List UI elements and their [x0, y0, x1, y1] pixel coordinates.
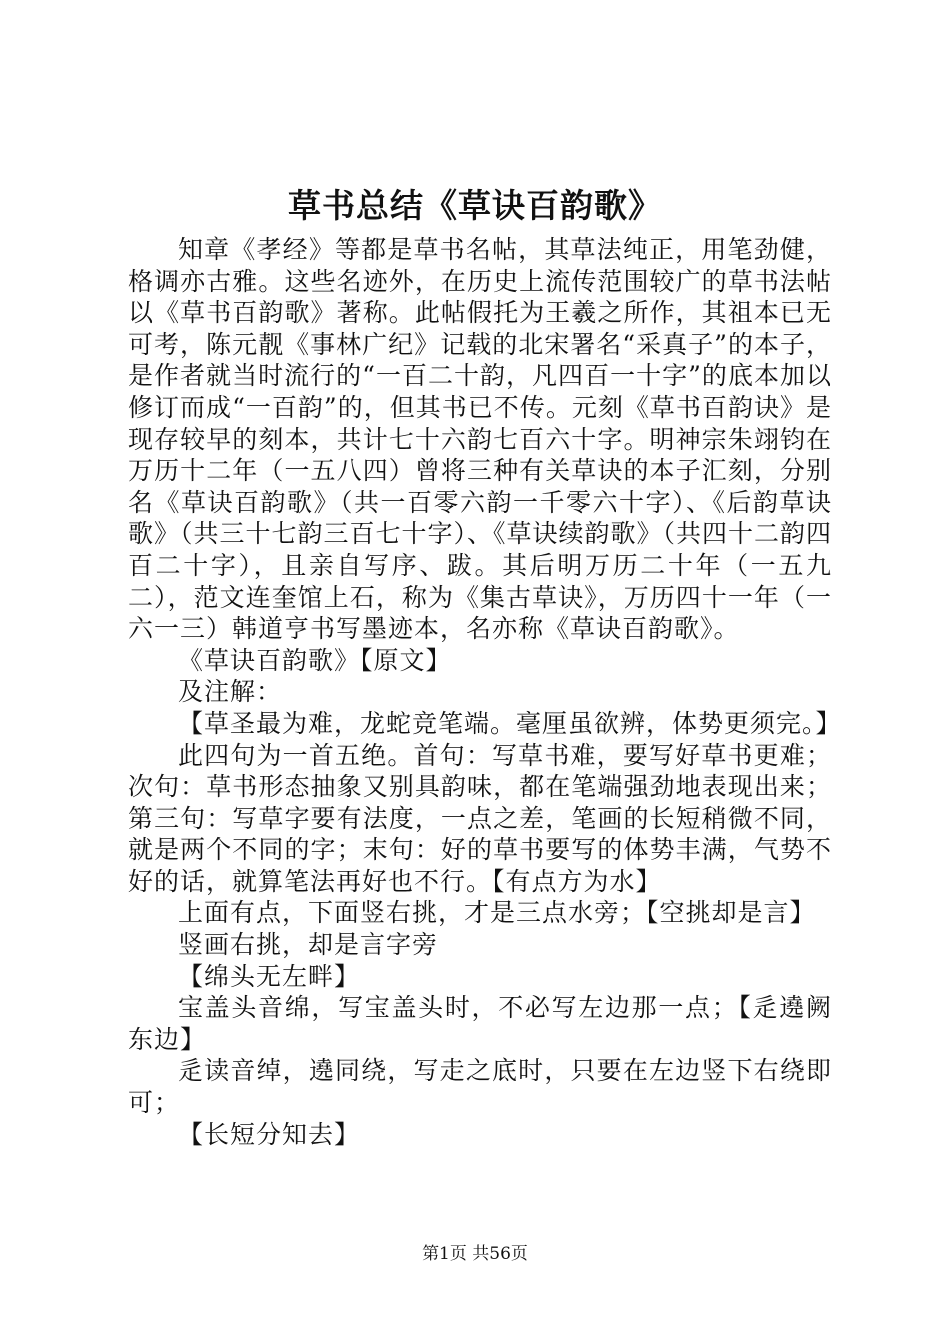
page-footer: 第1页 共56页: [422, 1244, 528, 1264]
paragraph: 《草诀百韵歌》【原文】: [178, 645, 452, 675]
paragraph: 【绵头无左畔】: [178, 961, 361, 991]
paragraph: 【草圣最为难，龙蛇竞笔端。毫厘虽欲辨，体势更须完。】: [178, 708, 842, 738]
paragraph: 【长短分知去】: [178, 1119, 361, 1149]
paragraph: 竖画右挑，却是言字旁: [178, 930, 439, 960]
paragraph: 上面有点，下面竖右挑，才是三点水旁；【空挑却是言】: [178, 898, 816, 928]
document-body: [128, 234, 842, 1150]
paragraph: 辵读音绰，遶同绕，写走之底时，只要在左边竖下右绕即可；: [128, 1056, 832, 1118]
document-title: 草书总结《草诀百韵歌》: [288, 186, 662, 225]
paragraph: 此四句为一首五绝。首句：写草书难，要写好草书更难；次句：草书形态抽象又别具韵味，都在笔端强劲地表现出来；第三句：写草字要有法度，一点之差，笔画的长短稍微不同，就是两个不同的字；末句：好的草书要写的体势丰满，气势不好的话，就算笔法再好也不行。【有点方为水】: [128, 740, 832, 896]
paragraph: 知章《孝经》等都是草书名帖，其草法纯正，用笔劲健，格调亦古雅。这些名迹外，在历史上流传范围较广的草书法帖以《草书百韵歌》著称。此帖假托为王羲之所作，其祖本已无可考，陈元靓《事林广纪》记载的北宋署名“采真子”的本子，是作者就当时流行的“一百二十韵，凡四百一十字”的底本加以修订而成“一百韵”的，但其书已不传。元刻《草书百韵诀》是现存较早的刻本，共计七十六韵七百六十字。明神宗朱翊钧在万历十二年（一五八四）曾将三种有关草诀的本子汇刻，分别名《草诀百韵歌》（共一百零六韵一千零六十字）、《后韵草诀歌》（共三十七韵三百七十字）、《草诀续韵歌》（共四十二韵四百二十字），且亲自写序、跋。其后明万历二十年（一五九二），范文连奎馆上石，称为《集古草诀》，万历四十一年（一六一三）韩道亨书写墨迹本，名亦称《草诀百韵歌》。: [128, 235, 833, 644]
paragraph: 宝盖头音绵，写宝盖头时，不必写左边那一点；【辵遶阙东边】: [128, 993, 832, 1054]
paragraph: 及注解：: [178, 677, 283, 707]
